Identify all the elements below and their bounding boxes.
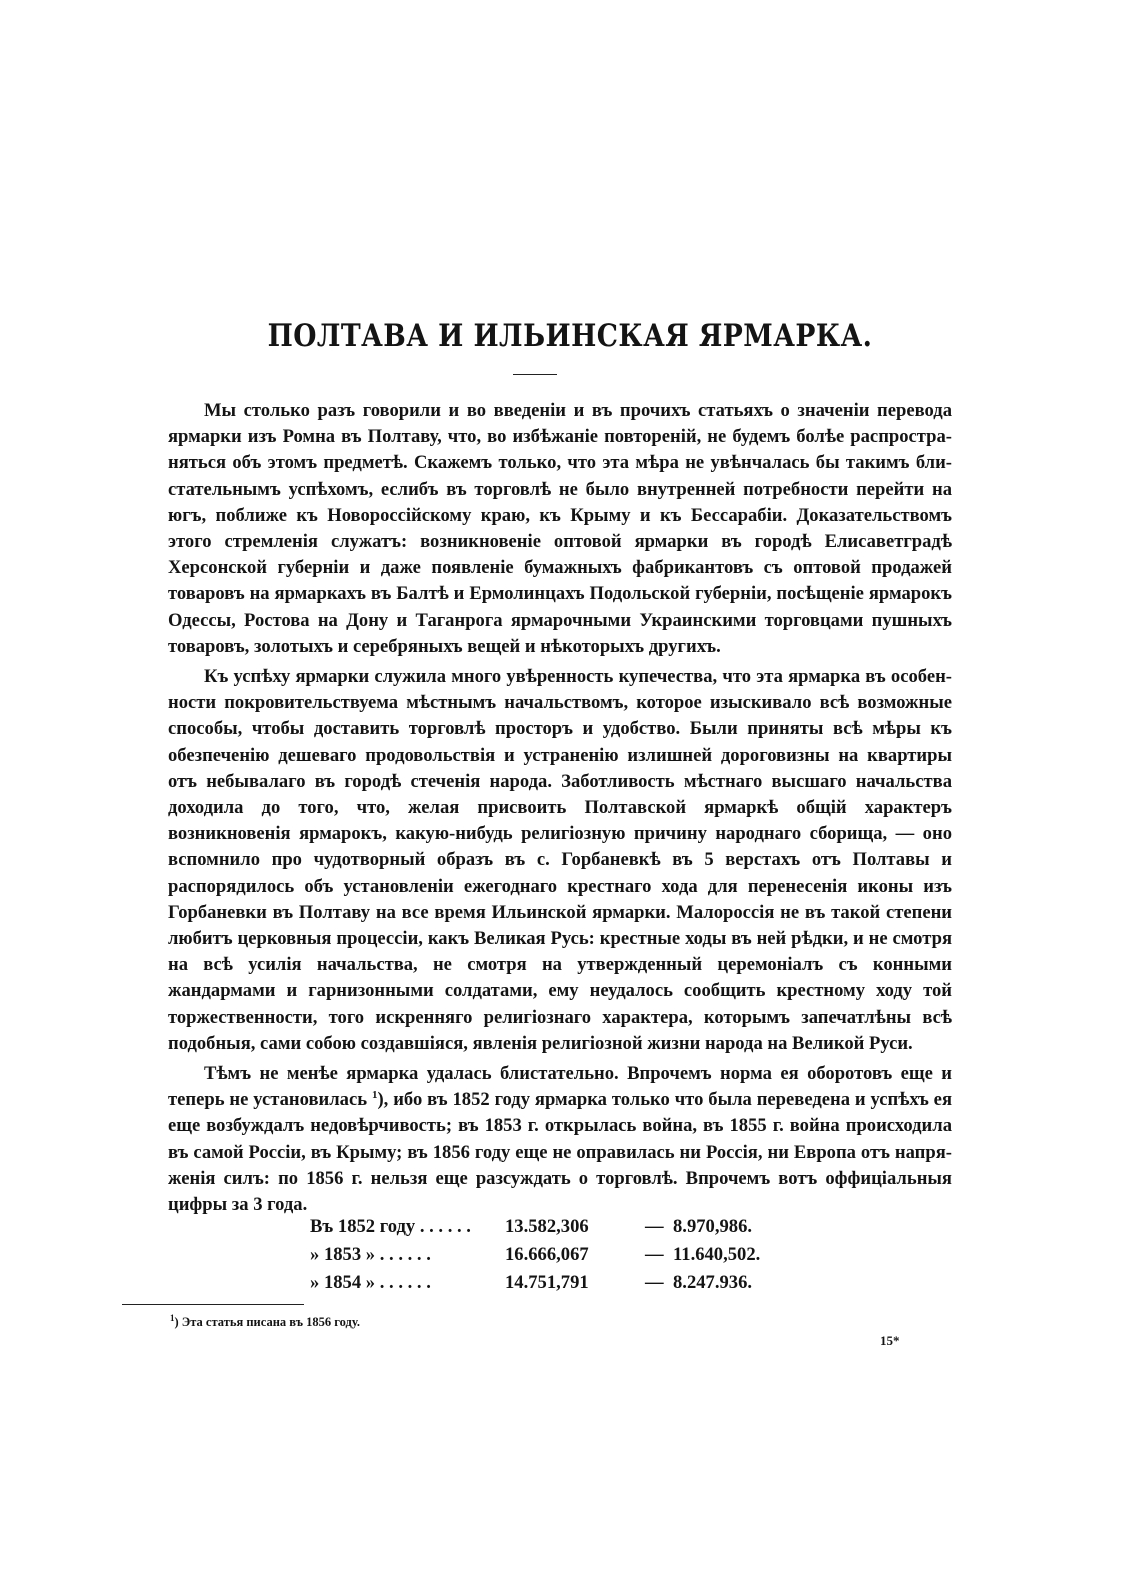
figures-row bbox=[310, 1216, 780, 1244]
paragraph-1: Мы столько разъ говорили и во введеніи и въ прочихъ статьяхъ о значеніи перевода ярмарки изъ Ромна въ Полтаву, что, во избѣжаніе повтореній, не будемъ болѣе распространяться объ этомъ предметѣ. Скажемъ только, что эта мѣра не увѣнчалась бы такимъ блистательнымъ успѣхомъ, еслибъ въ торговлѣ не было внутренней потребности перейти на югъ, поближе къ Новороссійскому краю, къ Крыму и къ Бессарабіи. Доказательствомъ этого стремленія служатъ: возникновеніе оптовой ярмарки въ городѣ Елисаветградѣ Херсонской губерніи и даже появленіе бумажныхъ фабрикантовъ съ оптовой продажей товаровъ на ярмаркахъ въ Балтѣ и Ермолинцахъ Подольской губерніи, посѣщеніе ярмарокъ Одессы, Ростова на Дону и Таганрога ярмарочными Украинскими торговцами пушныхъ товаровъ, золотыхъ и серебряныхъ вещей и нѣкоторыхъ другихъ. bbox=[168, 400, 952, 657]
figures-value-1: 14.751,791 bbox=[505, 1272, 589, 1293]
page-title: ПОЛТАВА И ИЛЬИНСКАЯ ЯРМАРКА. bbox=[267, 318, 873, 354]
figures-value-2: 8.247.936. bbox=[673, 1272, 753, 1293]
figures-value-2: 11.640,502. bbox=[673, 1244, 761, 1265]
figures-year-label: Въ 1852 году . . . . . . bbox=[310, 1216, 471, 1237]
footnote-reference: 1 bbox=[371, 1089, 378, 1102]
figures-value-2: 8.970,986. bbox=[673, 1216, 753, 1237]
figures-year-label: » 1853 » . . . . . . bbox=[310, 1244, 431, 1265]
figures-row bbox=[310, 1244, 780, 1272]
footnote-text: ) Эта статья писана въ 1856 году. bbox=[174, 1315, 360, 1330]
figures-dash: — bbox=[645, 1244, 664, 1265]
figures-value-1: 16.666,067 bbox=[505, 1244, 589, 1265]
paragraph-3 bbox=[168, 1061, 952, 1218]
footnote-divider bbox=[122, 1304, 304, 1305]
paragraph-2: Къ успѣху ярмарки служила много увѣренность купечества, что эта ярмарка въ особенности покровительствуема мѣстнымъ начальствомъ, которое изыскивало всѣ возможные способы, чтобы доставить торговлѣ просторъ и удобство. Были приняты всѣ мѣры къ обезпеченію дешеваго продовольствія и устраненію излишней дороговизны на квартиры отъ небывалаго въ городѣ стеченія народа. Заботливость мѣстнаго высшаго начальства доходила до того, что, желая присвоить Полтавской ярмаркѣ общій характеръ возникновенія ярмарокъ, какую-нибудь религіозную причину народнаго сборища, — оно вспомнило про чудотворный образъ въ с. Горбаневкѣ въ 5 верстахъ отъ Полтавы и распорядилось объ установленіи ежегоднаго крестнаго хода для перенесенія иконы изъ Горбаневки въ Полтаву на все время Ильинской ярмарки. Малороссія не въ такой степени любитъ церковныя процессіи, какъ Великая Русь: крестные ходы въ ней рѣдки, и не смотря на всѣ усилія начальства, не смотря на утвержденный церемоніалъ съ конными жандармами и гарнизонными солдатами, ему неудалось сообщить крестному ходу той торжественности, того искренняго религіознаго характера, которымъ запечатлѣны всѣ подобныя, сами собою создавшіяся, явленія религіозной жизни народа на Великой Руси. bbox=[168, 666, 952, 1054]
figures-dash: — bbox=[645, 1272, 664, 1293]
paragraph-3-part-2: ), ибо въ 1852 году ярмарка только что была переведена и успѣхъ ея еще возбуждалъ недовѣрчивость; въ 1853 г. открылась война, въ 1855 г. война происходила въ самой Россіи, въ Крыму; въ 1856 году еще не оправилась ни Россія, ни Европа отъ напряженія силъ: по 1856 г. нельзя еще разсуждать о торговлѣ. Впрочемъ вотъ оффиціальныя цифры за 3 года. bbox=[168, 1089, 952, 1216]
footnote bbox=[170, 1313, 360, 1330]
title-divider bbox=[513, 374, 557, 375]
figures-row bbox=[310, 1272, 780, 1300]
paragraph-3-part-1: Тѣмъ не менѣе ярмарка удалась блистательно. Впрочемъ норма ея оборотовъ еще и теперь не установилась bbox=[168, 1063, 952, 1111]
figures-value-1: 13.582,306 bbox=[505, 1216, 589, 1237]
article-body bbox=[168, 398, 952, 1218]
official-figures-table bbox=[310, 1216, 780, 1300]
figures-year-label: » 1854 » . . . . . . bbox=[310, 1272, 431, 1293]
footnote-mark: 1 bbox=[170, 1313, 175, 1323]
page-number: 15* bbox=[880, 1333, 900, 1348]
figures-dash: — bbox=[645, 1216, 664, 1237]
